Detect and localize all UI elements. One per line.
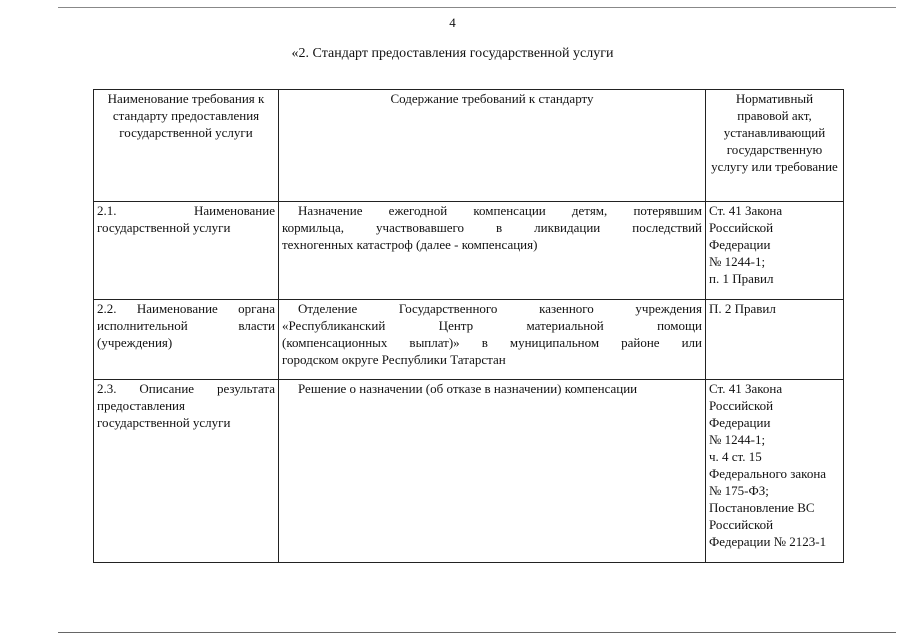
row-3-act-line: Федерации [709, 415, 771, 430]
section-title: «2. Стандарт предоставления государственной услуги [291, 46, 614, 61]
row-3-content [279, 380, 706, 563]
row-1-act-line: № 1244-1; [709, 254, 766, 269]
requirements-table [93, 89, 844, 563]
row-3-act-line: № 175-ФЗ; [709, 483, 769, 498]
row-1-content [279, 202, 706, 300]
row-3-name-line: 2.3. Описание результата [97, 381, 275, 396]
row-2-name-line: 2.2. Наименование органа [97, 301, 275, 316]
row-3-content-line: Решение о назначении (об отказе в назначении) компенсации [298, 381, 638, 396]
row-2-name-line: исполнительной власти [97, 318, 275, 333]
row-2-content [279, 300, 706, 380]
row-1-name-line: государственной услуги [97, 220, 231, 235]
header-legal-act: Нормативный правовой акт, устанавливающий государственную услугу или требование [706, 90, 844, 202]
row-1-name [94, 202, 279, 300]
row-2-act [706, 300, 844, 380]
row-3-name-line: государственной услуги [97, 415, 231, 430]
row-1-name-line: 2.1. Наименование [97, 203, 275, 218]
row-1-act-line: Российской [709, 220, 774, 235]
row-3-act-line: Постановление ВС [709, 500, 815, 515]
header-requirement-content: Содержание требований к стандарту [279, 90, 706, 202]
page-number: 4 [449, 15, 456, 30]
row-1-act-line: Федерации [709, 237, 771, 252]
row-3-act [706, 380, 844, 563]
row-2-name [94, 300, 279, 380]
row-2-content-line: «Республиканский Центр материальной помощи [282, 318, 702, 333]
row-3-act-line: Федерации № 2123-1 [709, 534, 827, 549]
row-3-act-line: № 1244-1; [709, 432, 766, 447]
row-3-act-line: ч. 4 ст. 15 [709, 449, 762, 464]
row-1-act-line: п. 1 Правил [709, 271, 774, 286]
row-1-content-line: техногенных катастроф (далее - компенсация) [282, 237, 538, 252]
row-1-act-line: Ст. 41 Закона [709, 203, 783, 218]
row-2-content-line: Отделение Государственного казенного учреждения [298, 301, 702, 316]
table-row [94, 380, 844, 563]
row-1-content-line: Назначение ежегодной компенсации детям, потерявшим [298, 203, 702, 218]
row-3-name-line: предоставления [97, 398, 185, 413]
top-scan-line [58, 7, 896, 8]
row-3-act-line: Российской [709, 517, 774, 532]
row-3-act-line: Российской [709, 398, 774, 413]
row-3-act-line: Ст. 41 Закона [709, 381, 783, 396]
row-2-content-line: (компенсационных выплат)» в муниципальном районе или [282, 335, 702, 350]
table-row [94, 300, 844, 380]
row-1-content-line: кормильца, участвовавшего в ликвидации последствий [282, 220, 702, 235]
row-1-act [706, 202, 844, 300]
table-row [94, 202, 844, 300]
row-3-act-line: Федерального закона [709, 466, 827, 481]
row-2-name-line: (учреждения) [97, 335, 173, 350]
table-header-row [94, 90, 844, 202]
row-2-act-line: П. 2 Правил [709, 301, 776, 316]
row-2-content-line: городском округе Республики Татарстан [282, 352, 506, 367]
header-requirement-name: Наименование требования к стандарту предоставления государственной услуги [94, 90, 279, 202]
bottom-scan-line [58, 632, 896, 633]
row-3-name [94, 380, 279, 563]
